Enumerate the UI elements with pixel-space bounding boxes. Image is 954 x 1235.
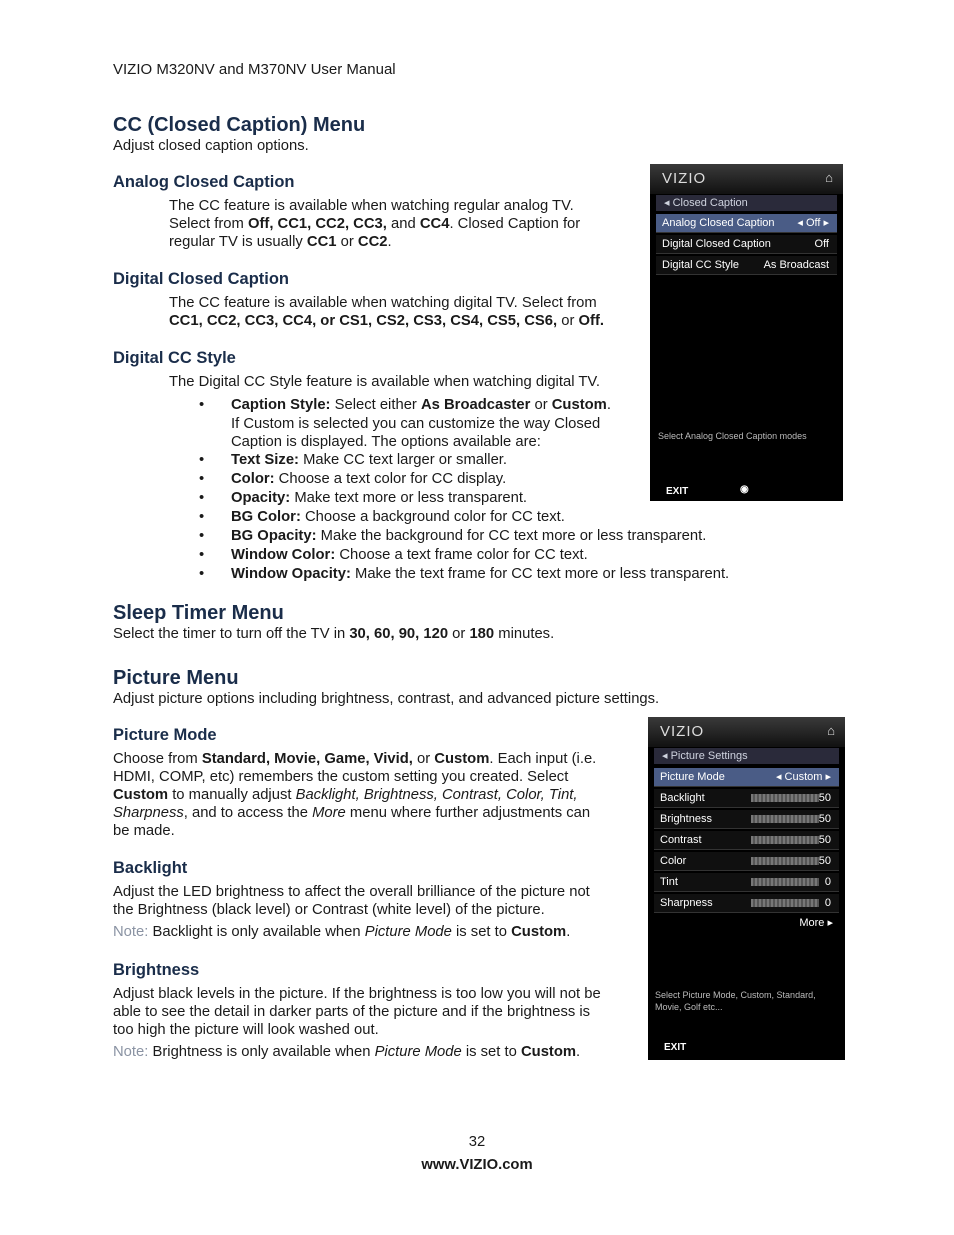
tv-menu-title: ◂ Picture Settings	[654, 748, 839, 764]
list-item: • Window Opacity: Make the text frame for CC text more or less transparent.	[199, 565, 789, 584]
list-item: • BG Color: Choose a background color for CC text.	[199, 508, 789, 527]
tv-row-sharpness: Sharpness 0	[654, 894, 839, 913]
digital-cc-heading: Digital Closed Caption	[113, 270, 290, 288]
tv-row-picture-mode: Picture Mode ◂ Custom ▸	[654, 768, 839, 787]
brightness-heading: Brightness	[113, 961, 200, 979]
picture-intro: Adjust picture options including brightness, contrast, and advanced picture settings.	[113, 691, 660, 707]
page-number: 32	[468, 1134, 486, 1150]
color-slider	[751, 857, 819, 865]
backlight-slider	[751, 794, 819, 802]
digital-cc-style-intro: The Digital CC Style feature is available when watching digital TV.	[169, 374, 600, 390]
tv-row-digital-cc-style: Digital CC Style As Broadcast	[656, 256, 837, 275]
list-item: • BG Opacity: Make the background for CC text more or less transparent.	[199, 527, 789, 546]
picture-menu-title: Picture Menu	[113, 667, 239, 689]
tv-row-backlight: Backlight 50	[654, 789, 839, 808]
exit-icon: ◉	[740, 484, 749, 495]
page-header: VIZIO M320NV and M370NV User Manual	[113, 61, 396, 78]
backlight-text: Adjust the LED brightness to affect the overall brilliance of the picture not the Brightness (black level) or Contrast (white level) of the picture. Note: Backlight is only available when Picture Mode is set to Custom.	[113, 884, 590, 940]
sleep-timer-text: Select the timer to turn off the TV in 30, 60, 90, 120 or 180 minutes.	[113, 626, 555, 642]
list-item: • Color: Choose a text color for CC display.	[199, 470, 789, 489]
tv-more-item: More ▸	[799, 917, 833, 929]
picture-mode-text: Choose from Standard, Movie, Game, Vivid, or Custom. Each input (i.e. HDMI, COMP, etc) remembers the custom setting you created. Select Custom to manually adjust Backlight, Brightness, Contrast, Color, Tint, Sharpness, and to access the More menu where further adjustments can be made.	[113, 751, 597, 839]
tv-hint: Select Picture Mode, Custom, Standard, Movie, Golf etc...	[655, 990, 816, 1012]
tv-exit-label: EXIT	[666, 486, 689, 497]
brightness-slider	[751, 815, 819, 823]
sleep-timer-title: Sleep Timer Menu	[113, 602, 284, 624]
tv-row-tint: Tint 0	[654, 873, 839, 892]
list-item: • Opacity: Make text more or less transparent.	[199, 489, 789, 508]
tv-row-digital-cc: Digital Closed Caption Off	[656, 235, 837, 254]
footer-url: www.VIZIO.com	[421, 1157, 533, 1173]
contrast-slider	[751, 836, 819, 844]
tv-row-analog-cc: Analog Closed Caption ◂ Off ▸	[656, 214, 837, 233]
tv-row-contrast: Contrast 50	[654, 831, 839, 850]
picture-menu-screenshot	[648, 717, 845, 1060]
home-icon: ⌂	[825, 170, 833, 185]
tv-hint: Select Analog Closed Caption modes	[658, 431, 807, 441]
tv-row-color: Color 50	[654, 852, 839, 871]
vizio-logo: VIZIO	[662, 170, 707, 187]
brightness-text: Adjust black levels in the picture. If the brightness is too low you will not be able to see the detail in darker parts of the picture and if the brightness is too high the picture will look washed out. Note: Brightness is only available when Picture Mode is set to Custom.	[113, 986, 601, 1060]
analog-cc-text: The CC feature is available when watching regular analog TV. Select from Off, CC1, CC2, CC3, and CC4. Closed Caption for regular TV is usually CC1 or CC2.	[169, 198, 581, 250]
analog-cc-heading: Analog Closed Caption	[113, 173, 295, 191]
sharpness-slider	[751, 899, 819, 907]
cc-intro: Adjust closed caption options.	[113, 138, 309, 154]
cc-menu-title: CC (Closed Caption) Menu	[113, 114, 366, 136]
list-item: • Caption Style: Select either As Broadcaster or Custom. If Custom is selected you can customize the way Closed Caption is displayed. The options available are:	[199, 396, 789, 451]
tint-slider	[751, 878, 819, 886]
tv-menu-title: ◂ Closed Caption	[656, 195, 837, 211]
list-item: • Text Size: Make CC text larger or smaller.	[199, 451, 789, 470]
cc-menu-screenshot	[650, 164, 843, 501]
backlight-heading: Backlight	[113, 859, 188, 877]
picture-mode-heading: Picture Mode	[113, 726, 217, 744]
tv-row-brightness: Brightness 50	[654, 810, 839, 829]
tv-exit-label: EXIT	[664, 1042, 687, 1053]
home-icon: ⌂	[827, 723, 835, 738]
vizio-logo: VIZIO	[660, 723, 705, 740]
digital-cc-style-heading: Digital CC Style	[113, 349, 236, 367]
list-item: • Window Color: Choose a text frame color for CC text.	[199, 546, 789, 565]
digital-cc-text: The CC feature is available when watching digital TV. Select from CC1, CC2, CC3, CC4, or CS1, CS2, CS3, CS4, CS5, CS6, or Off.	[169, 295, 605, 329]
